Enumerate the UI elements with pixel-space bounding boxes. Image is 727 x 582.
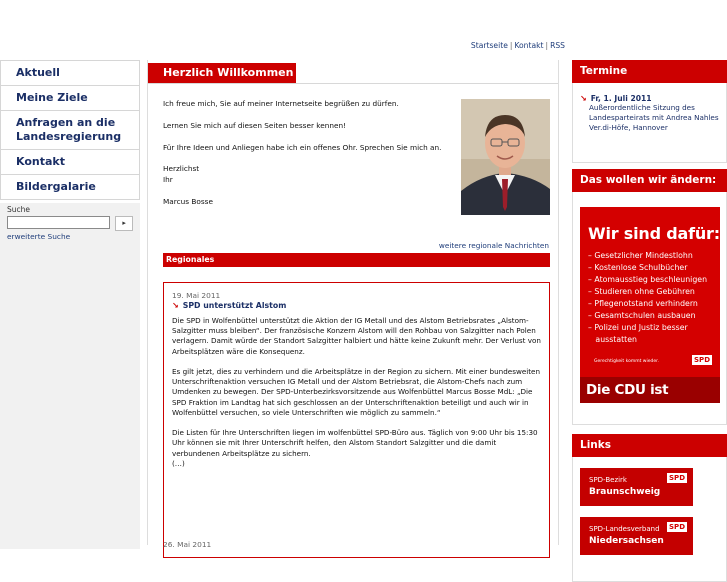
main-header [148, 60, 558, 84]
sidebar-item-kontakt[interactable]: Kontakt [1, 150, 139, 175]
separator: | [509, 41, 513, 50]
event-line: Ver.di-Höfe, Hannover [589, 123, 668, 132]
article-title: SPD unterstützt Alstom [182, 301, 287, 310]
search-input[interactable] [7, 216, 110, 229]
article-paragraph: Die SPD in Wolfenbüttel unterstützt die Aktion der IG Metall und des Alstom Betriebsrates „Alstom-Salzgitter muss bleiben“. Der französische Konzern Alstom will den Rohbau von Salzgitter nach Polen verlagern. Damit würde der Standort Salzgitter halbiert und hätte keine Zukunft mehr. Der Verlust von Arbeitsplätzen wäre die Konsequenz. [172, 316, 541, 356]
article-date: 19. Mai 2011 [172, 291, 221, 300]
link-spd-landesverband-niedersachsen[interactable] [580, 517, 693, 555]
intro-line: Ihr [163, 175, 173, 185]
spd-logo: SPD [694, 356, 710, 364]
banner-tagline: Gerechtigkeit kommt wieder. [594, 359, 659, 364]
intro-text [163, 99, 453, 219]
links-header: Links [572, 434, 727, 457]
right-sidebar [572, 60, 727, 582]
sidebar-item-bildergalarie[interactable]: Bildergalarie [16, 180, 96, 193]
campaign-banner[interactable] [580, 207, 720, 424]
kontakt-link[interactable]: Kontakt [514, 41, 544, 50]
banner-item: – Kostenlose Schulbücher [588, 263, 688, 272]
spd-logo: SPD [669, 523, 685, 531]
event-line: Außerordentliche Sitzung des [589, 103, 695, 112]
main-menu [0, 60, 140, 200]
sidebar-item-aktuell[interactable]: Aktuell [1, 61, 139, 86]
news-article [163, 282, 550, 558]
arrow-icon: ↘ [172, 301, 179, 310]
banner-item: – Gesetzlicher Mindestlohn [588, 251, 693, 260]
more-regional-news-link[interactable]: weitere regionale Nachrichten [438, 241, 549, 250]
link-line2: Braunschweig [589, 487, 661, 497]
event-title: Fr, 1. Juli 2011 [590, 94, 652, 103]
arrow-icon: ↘ [580, 94, 587, 103]
article-title-link[interactable] [172, 301, 541, 310]
portrait-illustration [461, 99, 550, 215]
intro-line: Lernen Sie mich auf diesen Seiten besser kennen! [163, 120, 347, 130]
banner-list [580, 243, 720, 346]
link-spd-bezirk-braunschweig[interactable] [580, 468, 693, 506]
search-button[interactable]: ▸ [115, 216, 133, 231]
link-line1: SPD-Bezirk [589, 476, 627, 484]
regionales-header: Regionales [163, 253, 550, 267]
advanced-search-link[interactable]: erweiterte Suche [7, 232, 71, 241]
wollen-box [572, 192, 727, 425]
portrait-photo [461, 99, 550, 215]
banner-item: – Studieren ohne Gebühren [588, 287, 695, 296]
banner-item: – Polizei und Justiz besser [588, 323, 688, 332]
intro-line: Für Ihre Ideen und Anliegen habe ich ein offenes Ohr. Sprechen Sie mich an. [163, 142, 442, 152]
signature-name: Marcus Bosse [163, 197, 213, 207]
termine-header: Termine [572, 60, 727, 83]
page-title: Herzlich Willkommen [148, 63, 296, 83]
banner-item: – Atomausstieg beschleunigen [588, 275, 708, 284]
intro-line: Herzlichst [163, 164, 200, 174]
event-description [580, 103, 726, 133]
separator: | [545, 41, 549, 50]
left-sidebar [0, 60, 140, 549]
link-line1: SPD-Landesverband [589, 525, 660, 533]
search-panel [0, 203, 140, 549]
event-line: Landesparteirats mit Andrea Nahles [589, 113, 719, 122]
link-line2: Niedersachsen [589, 536, 664, 546]
search-label: Suche [7, 205, 31, 214]
spd-logo: SPD [669, 474, 685, 482]
article-paragraph: Es gilt jetzt, dies zu verhindern und die Arbeitsplätze in der Region zu sichern. Mit einer bundesweiten Unterschriftenaktion versuchen IG Metall und der Alstom Betriebsrat, die Alstom-Chefs nach zum Umdenken zu bewegen. Der SPD-Unterbezirksvorsitzende aus Wolfenbüttel Marcus Bosse MdL: „Die SPD Fraktion im Landtag hat sich geschlossen an der Unterschriftenaktion beteiligt und auch wir in Wolfenbüttel versuchen, so viele Unterschriften wie möglich zu sammeln.“ [172, 367, 541, 417]
next-article-date: 26. Mai 2011 [163, 540, 212, 549]
wollen-header: Das wollen wir ändern: [572, 169, 727, 192]
read-more-ellipsis[interactable]: (…) [172, 458, 185, 468]
banner-headline: Wir sind dafür: [588, 224, 720, 243]
article-body [172, 316, 541, 469]
article-paragraph: Die Listen für Ihre Unterschriften liegen im wolfenbüttel SPD-Büro aus. Täglich von 9:00 Uhr bis 15:30 Uhr können sie mit Ihrer Unterschrift helfen, den Alstom Standort Salzgitter und die damit verbundenen Arbeitsplätze zu sichern. [172, 428, 538, 458]
intro-line: Ich freue mich, Sie auf meiner Internetseite begrüßen zu dürfen. [163, 99, 399, 108]
sidebar-item-anfragen[interactable]: Anfragen an die Landesregierung [1, 111, 139, 150]
event-title-link[interactable] [580, 94, 726, 103]
banner-footer: Die CDU ist dagegen. [580, 377, 720, 403]
startseite-link[interactable]: Startseite [470, 41, 508, 50]
termine-box [572, 83, 727, 163]
banner-item: – Gesamtschulen ausbauen [588, 311, 696, 320]
banner-item: ausstatten [588, 335, 637, 344]
sidebar-item-meine-ziele[interactable]: Meine Ziele [1, 86, 139, 111]
rss-link[interactable]: RSS [550, 41, 565, 50]
banner-item: – Pflegenotstand verhindern [588, 299, 698, 308]
links-box [572, 457, 727, 582]
top-navigation [471, 41, 565, 50]
main-content [147, 60, 559, 549]
